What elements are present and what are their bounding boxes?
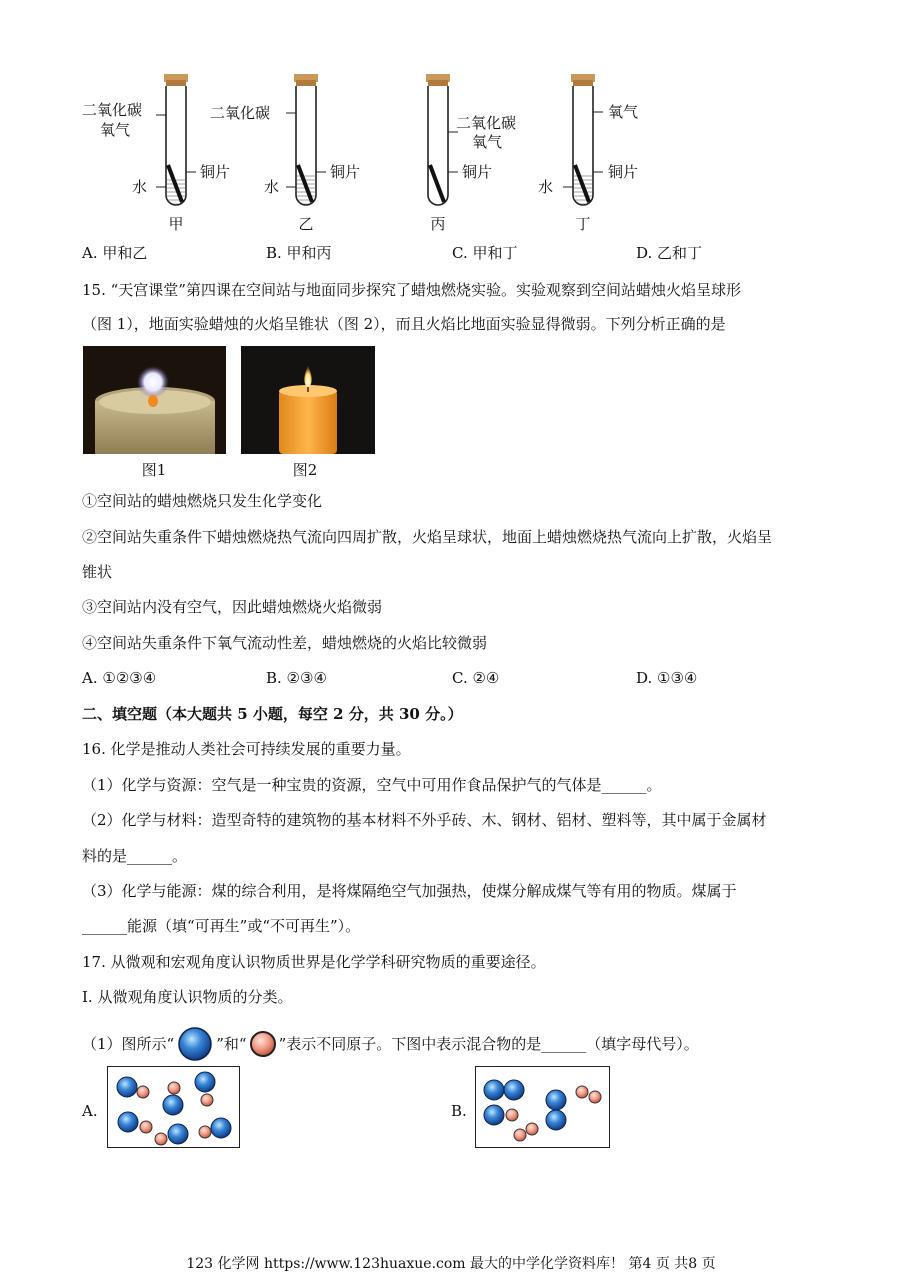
tube-yi-label-co2: 二氧化碳 <box>210 104 271 122</box>
test-tube-figure <box>80 70 680 235</box>
q15-stem-line2: （图 1），地面实验蜡烛的火焰呈锥状（图 2），而且火焰比地面实验显得微弱。下列分析正确的是 <box>82 315 726 333</box>
q15-statement-2b: 锥状 <box>82 563 113 581</box>
q15-statement-3: ③空间站内没有空气，因此蜡烛燃烧火焰微弱 <box>82 598 383 616</box>
tube-yi-name: 乙 <box>298 215 314 233</box>
q17-part1 <box>82 1026 699 1062</box>
tube-bing-label-co2: 二氧化碳 <box>456 114 517 132</box>
tube-yi <box>286 74 326 205</box>
q14-option-a: A. 甲和乙 <box>82 244 148 262</box>
q15-stem-line1: 15. “天宫课堂”第四课在空间站与地面同步探究了蜡烛燃烧实验。实验观察到空间站蜡烛火焰呈球形 <box>82 281 741 299</box>
blue-atom-icon <box>176 1026 214 1062</box>
q14-option-c: C. 甲和丁 <box>452 244 518 262</box>
q17-sub1: I. 从微观角度认识物质的分类。 <box>82 988 293 1006</box>
tube-jia-name: 甲 <box>168 215 184 233</box>
molecule-box-b <box>475 1066 610 1148</box>
test-tube-drawing <box>80 70 680 235</box>
tube-ding-name: 丁 <box>575 215 591 233</box>
q16-part2b: 料的是______。 <box>82 847 188 865</box>
q17-part1-pre: （1）图所示“ <box>82 1035 175 1053</box>
tube-ding-label-o2: 氧气 <box>608 103 639 121</box>
q15-option-d: D. ①③④ <box>636 669 698 687</box>
q17-box-a-label: A. <box>82 1102 98 1120</box>
tube-jia-label-water: 水 <box>132 178 148 196</box>
tube-jia-label-co2: 二氧化碳 <box>82 101 143 119</box>
tube-yi-label-cu: 铜片 <box>330 163 361 181</box>
q17-part1-post: ”表示不同原子。下图中表示混合物的是______（填字母代号）。 <box>278 1035 699 1053</box>
molecule-box-a <box>107 1066 240 1148</box>
q17-stem: 17. 从微观和宏观角度认识物质世界是化学学科研究物质的重要途径。 <box>82 953 546 971</box>
tube-bing-name: 丙 <box>430 215 446 233</box>
q15-statement-2a: ②空间站失重条件下蜡烛燃烧热气流向四周扩散，火焰呈球状，地面上蜡烛燃烧热气流向上扩散，火焰呈 <box>82 528 773 546</box>
tube-bing-label-cu: 铜片 <box>462 163 493 181</box>
tube-yi-label-water: 水 <box>264 178 280 196</box>
q15-statement-4: ④空间站失重条件下氧气流动性差，蜡烛燃烧的火焰比较微弱 <box>82 634 488 652</box>
tube-jia-label-o2: 氧气 <box>100 121 131 139</box>
candle-photo-ground <box>241 346 375 454</box>
q17-box-b-label: B. <box>451 1102 467 1120</box>
q14-option-d: D. 乙和丁 <box>636 244 703 262</box>
q15-option-a: A. ①②③④ <box>82 669 157 687</box>
tube-jia <box>156 74 196 205</box>
pink-atom-icon <box>249 1030 277 1058</box>
tube-ding <box>563 74 603 205</box>
tube-ding-label-cu: 铜片 <box>608 163 639 181</box>
q15-option-b: B. ②③④ <box>266 669 327 687</box>
q16-part3a: （3）化学与能源：煤的综合利用，是将煤隔绝空气加强热，使煤分解成煤气等有用的物质。煤属于 <box>82 882 737 900</box>
tube-bing-label-o2: 氧气 <box>472 133 503 151</box>
q16-part1: （1）化学与资源：空气是一种宝贵的资源，空气中可用作食品保护气的气体是______。 <box>82 776 662 794</box>
candle-photo-space <box>83 346 226 454</box>
q14-option-b: B. 甲和丙 <box>266 244 332 262</box>
section-2-heading: 二、填空题（本大题共 5 小题，每空 2 分，共 30 分。） <box>82 705 463 723</box>
tube-ding-label-water: 水 <box>538 178 554 196</box>
page-footer: 123 化学网 https://www.123huaxue.com 最大的中学化学资料库！ 第4 页 共8 页 <box>186 1256 716 1272</box>
tube-bing <box>426 74 458 205</box>
q15-statement-1: ①空间站的蜡烛燃烧只发生化学变化 <box>82 492 323 510</box>
q15-option-c: C. ②④ <box>452 669 500 687</box>
q16-part3b: ______能源（填“可再生”或“不可再生”）。 <box>82 917 361 935</box>
q17-part1-mid: ”和“ <box>216 1035 247 1053</box>
tube-jia-label-cu: 铜片 <box>200 163 231 181</box>
q16-part2a: （2）化学与材料：造型奇特的建筑物的基本材料不外乎砖、木、钢材、铝材、塑料等，其中属于金属材 <box>82 811 767 829</box>
q16-stem: 16. 化学是推动人类社会可持续发展的重要力量。 <box>82 740 411 758</box>
fig2-caption: 图2 <box>292 461 318 479</box>
fig1-caption: 图1 <box>141 461 167 479</box>
